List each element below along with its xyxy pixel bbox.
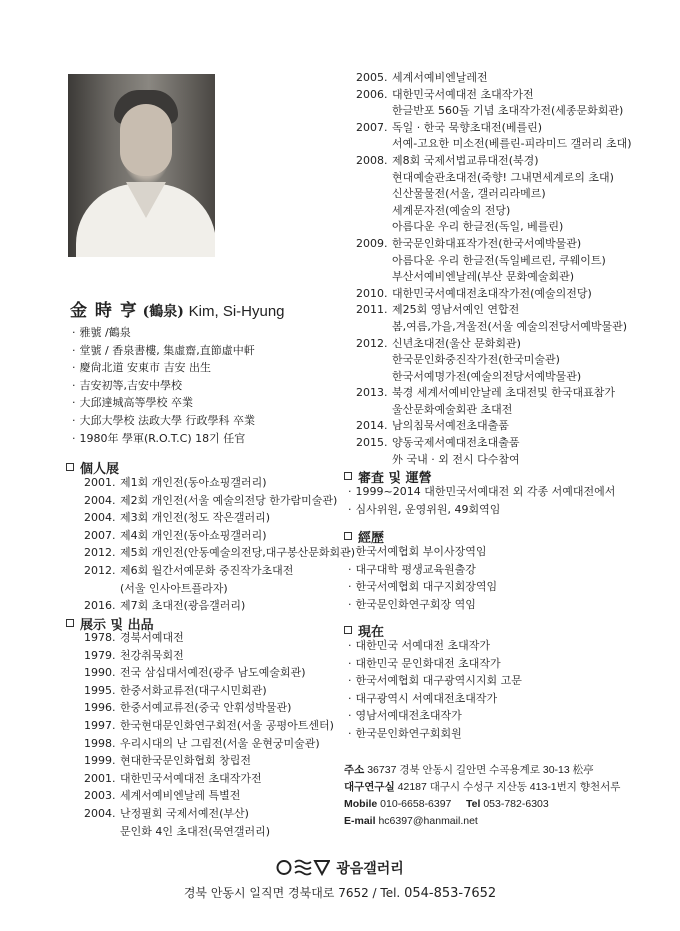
item-text: 세계문자전(예술의 전당) bbox=[392, 203, 511, 217]
list-item: · 영남서예대전초대작가 bbox=[348, 707, 522, 725]
list-item: · 大邱達城高等學校 卒業 bbox=[72, 394, 255, 412]
contact-block bbox=[344, 762, 620, 830]
item-text: 서예-고요한 미소전(베를린-피라미드 갤러리 초대) bbox=[392, 137, 632, 151]
item-text: 제25회 영남서예인 연합전 bbox=[392, 303, 520, 317]
item-text: 대한민국서예대전 초대작가전 bbox=[120, 771, 262, 785]
section-solo-label: 個人展 bbox=[80, 462, 120, 477]
item-year: 2006. bbox=[356, 87, 388, 101]
item-text: 제7회 초대전(광음갤러리) bbox=[120, 599, 246, 613]
item-year bbox=[356, 186, 392, 203]
list-item bbox=[356, 319, 632, 336]
list-item: · 堂號 / 香泉書樓, 集虛齋,直節虛中軒 bbox=[72, 342, 255, 360]
item-year: 2009. bbox=[356, 236, 388, 250]
list-item bbox=[84, 823, 334, 841]
list-item bbox=[84, 805, 334, 823]
name-hanja: 金 時 亨 bbox=[70, 301, 138, 321]
list-item bbox=[356, 269, 632, 286]
item-year: 2007. bbox=[356, 120, 388, 134]
list-item bbox=[84, 509, 355, 527]
item-text: 남의침묵서예전초대출품 bbox=[392, 419, 509, 433]
item-text: 봄,여름,가을,겨울전(서울 예술의전당서예박물관) bbox=[392, 319, 628, 333]
section-career-label: 經歷 bbox=[358, 531, 385, 546]
list-item: · 慶尙北道 安東市 吉安 出生 bbox=[72, 359, 255, 377]
list-item bbox=[84, 770, 334, 788]
item-text: 제2회 개인전(서울 예술의전당 한가람미술관) bbox=[120, 493, 338, 507]
list-item bbox=[356, 87, 632, 104]
address-label: 주소 bbox=[344, 764, 365, 776]
list-item: · 한국문인화연구회회원 bbox=[348, 725, 522, 743]
artist-photo bbox=[68, 74, 215, 257]
list-item: · 심사위원, 운영위원, 49회역임 bbox=[348, 501, 615, 519]
list-item: · 1980年 學軍(R.O.T.C) 18기 任官 bbox=[72, 430, 255, 448]
list-item bbox=[84, 527, 355, 545]
list-item bbox=[356, 452, 632, 469]
list-item bbox=[356, 435, 632, 452]
list-item bbox=[356, 170, 632, 187]
item-year bbox=[356, 402, 392, 419]
item-text: 현대한국문인화협회 창립전 bbox=[120, 754, 252, 768]
item-year bbox=[356, 103, 392, 120]
item-year bbox=[356, 136, 392, 153]
item-text: 전국 삼십대서예전(광주 남도예술회관) bbox=[120, 666, 306, 680]
career-list bbox=[348, 543, 497, 613]
item-text: 울산문화예술회관 초대전 bbox=[392, 402, 513, 416]
item-year bbox=[356, 253, 392, 270]
item-text: 난정필회 국제서예전(부산) bbox=[120, 806, 249, 820]
list-item: · 대한민국 문인화대전 초대작가 bbox=[348, 655, 522, 673]
item-year: 2012. bbox=[84, 563, 116, 577]
list-item bbox=[84, 629, 334, 647]
item-year: 2016. bbox=[84, 599, 116, 613]
list-item bbox=[356, 336, 632, 353]
item-year bbox=[356, 452, 392, 469]
item-text: 신산물물전(서울, 갤러리라메르) bbox=[392, 187, 546, 201]
item-year: 2004. bbox=[84, 493, 116, 507]
item-year: 1999. bbox=[84, 754, 116, 768]
list-item bbox=[356, 136, 632, 153]
list-item: · 大邱大學校 法政大學 行政學科 卒業 bbox=[72, 412, 255, 430]
studio-value: 42187 대구시 수성구 지산동 413-1번지 향천서루 bbox=[397, 781, 621, 793]
item-text: 경북서예대전 bbox=[120, 631, 184, 644]
item-year: 1978. bbox=[84, 631, 116, 644]
list-item bbox=[356, 352, 632, 369]
list-item bbox=[84, 787, 334, 805]
item-text: 아름다운 우리 한글전(독일베르린, 쿠웨이트) bbox=[392, 253, 606, 267]
list-item: · 대구대학 평생교육원출강 bbox=[348, 561, 497, 579]
list-item bbox=[84, 492, 355, 510]
list-item bbox=[356, 103, 632, 120]
list-item bbox=[84, 562, 355, 580]
list-item bbox=[84, 597, 355, 615]
item-text: 현대예술관초대전(죽향! 그내면세계로의 초대) bbox=[392, 170, 614, 184]
gallery-address-text: 경북 안동시 일직면 경북대로 7652 / Tel. bbox=[183, 886, 401, 900]
item-year bbox=[356, 269, 392, 286]
list-item bbox=[356, 253, 632, 270]
artist-name bbox=[70, 296, 285, 321]
item-year: 2013. bbox=[356, 386, 388, 400]
item-year: 1979. bbox=[84, 648, 116, 662]
mobile-value: 010-6658-6397 bbox=[380, 798, 452, 810]
list-item: · 한국서예협회 부이사장역임 bbox=[348, 543, 497, 561]
item-year: 2001. bbox=[84, 476, 116, 489]
studio-label: 대구연구실 bbox=[344, 781, 395, 793]
item-text: 한글반포 560돌 기념 초대작가전(세종문화회관) bbox=[392, 104, 624, 118]
tel-value: 053-782-6303 bbox=[483, 798, 549, 810]
email-value[interactable]: hc6397@hanmail.net bbox=[378, 815, 478, 827]
list-item bbox=[84, 647, 334, 665]
list-item bbox=[356, 302, 632, 319]
item-text: 우리시대의 난 그림전(서울 운현궁미술관) bbox=[120, 736, 320, 750]
item-year: 2004. bbox=[84, 511, 116, 525]
list-item bbox=[356, 153, 632, 170]
item-text: 한국서예명가전(예술의전당서예박물관) bbox=[392, 369, 582, 383]
item-text: 제3회 개인전(청도 작은갤러리) bbox=[120, 511, 271, 525]
item-year: 2012. bbox=[84, 546, 116, 560]
list-item bbox=[84, 474, 355, 492]
item-year: 1990. bbox=[84, 666, 116, 680]
list-item: · 雅號 /鶴泉 bbox=[72, 324, 255, 342]
list-item bbox=[84, 664, 334, 682]
exhibitions-cont-list bbox=[356, 70, 632, 468]
item-year bbox=[356, 369, 392, 386]
list-item: · 吉安初等,吉安中學校 bbox=[72, 377, 255, 395]
mobile-label: Mobile bbox=[344, 798, 378, 810]
item-text: 세계서예비엔날레전 bbox=[392, 71, 488, 84]
item-text: 부산서예비엔날레(부산 문화예술회관) bbox=[392, 270, 575, 284]
name-pen: (鶴泉) bbox=[142, 304, 184, 320]
item-year: 1995. bbox=[84, 683, 116, 697]
list-item bbox=[356, 286, 632, 303]
item-text: 外 국내 · 외 전시 다수참여 bbox=[392, 452, 520, 466]
item-year bbox=[356, 219, 392, 236]
item-text: 제6회 월간서예문화 중진작가초대전 bbox=[120, 563, 294, 577]
list-item bbox=[356, 385, 632, 402]
list-item: · 한국문인화연구회장 역임 bbox=[348, 596, 497, 614]
list-item bbox=[356, 369, 632, 386]
item-year bbox=[84, 580, 120, 598]
list-item bbox=[84, 699, 334, 717]
item-year: 2007. bbox=[84, 528, 116, 542]
gallery-address bbox=[0, 884, 680, 901]
item-year: 2015. bbox=[356, 436, 388, 450]
item-text: 한중서화교류전(대구시민회관) bbox=[120, 683, 267, 697]
item-year bbox=[84, 823, 120, 841]
item-year: 2008. bbox=[356, 153, 388, 167]
item-text: 신년초대전(울산 문화회관) bbox=[392, 336, 521, 350]
profile-details bbox=[72, 324, 255, 447]
item-year: 2011. bbox=[356, 303, 388, 317]
item-year: 2010. bbox=[356, 286, 388, 300]
list-item bbox=[84, 735, 334, 753]
list-item bbox=[84, 682, 334, 700]
item-text: 제4회 개인전(동아쇼핑갤러리) bbox=[120, 528, 267, 542]
item-text: 대한민국서예대전 초대작가전 bbox=[392, 87, 534, 101]
item-year: 2003. bbox=[84, 789, 116, 803]
current-list bbox=[348, 637, 522, 743]
list-item bbox=[356, 219, 632, 236]
item-text: 제8회 국제서법교류대전(북경) bbox=[392, 153, 539, 167]
list-item: · 대구광역시 서예대전초대작가 bbox=[348, 690, 522, 708]
item-year: 1997. bbox=[84, 718, 116, 732]
item-text: 양동국제서예대전초대출품 bbox=[392, 436, 520, 450]
list-item bbox=[84, 752, 334, 770]
item-year: 2005. bbox=[356, 71, 388, 84]
gallery-logo-icon bbox=[276, 859, 330, 876]
item-text: 세계서예비엔날레 특별전 bbox=[120, 789, 241, 803]
list-item bbox=[84, 580, 355, 598]
item-text: 한국문인화대표작가전(한국서예박물관) bbox=[392, 236, 582, 250]
item-year bbox=[356, 170, 392, 187]
item-text: (서울 인사아트플라자) bbox=[120, 581, 228, 595]
gallery-tel: 054-853-7652 bbox=[404, 886, 497, 901]
list-item: · 한국서예협회 대구지회장역임 bbox=[348, 578, 497, 596]
item-text: 대한민국서예대전초대작가전(예술의전당) bbox=[392, 286, 592, 300]
name-english: Kim, Si-Hyung bbox=[188, 303, 285, 320]
list-item bbox=[356, 418, 632, 435]
list-item bbox=[356, 70, 632, 87]
section-judging-label: 審査 및 運營 bbox=[358, 471, 432, 486]
item-year bbox=[356, 319, 392, 336]
list-item bbox=[356, 120, 632, 137]
section-exhibitions-label: 展示 및 出品 bbox=[80, 618, 154, 633]
email-label: E-mail bbox=[344, 815, 376, 827]
item-text: 제5회 개인전(안동예술의전당,대구봉산문화회관) bbox=[120, 546, 356, 560]
item-year bbox=[356, 203, 392, 220]
list-item: · 대한민국 서예대전 초대작가 bbox=[348, 637, 522, 655]
list-item bbox=[84, 544, 355, 562]
list-item bbox=[356, 203, 632, 220]
item-text: 한중서예교류전(중국 안휘성박물관) bbox=[120, 701, 292, 715]
item-text: 한국문인화중진작가전(한국미술관) bbox=[392, 353, 560, 367]
solo-list bbox=[84, 474, 355, 615]
list-item: · 한국서예협회 대구광역시지회 고문 bbox=[348, 672, 522, 690]
gallery-logo bbox=[0, 858, 680, 878]
item-year: 1998. bbox=[84, 736, 116, 750]
gallery-name: 광음갤러리 bbox=[336, 861, 404, 877]
item-year: 2014. bbox=[356, 419, 388, 433]
address-value: 36737 경북 안동시 길안면 수곡용계로 30-13 松亭 bbox=[367, 764, 594, 776]
item-year: 2012. bbox=[356, 336, 388, 350]
tel-label: Tel bbox=[466, 798, 481, 810]
list-item: · 1999~2014 대한민국서예대전 외 각종 서예대전에서 bbox=[348, 483, 615, 501]
item-text: 천강취묵회전 bbox=[120, 648, 184, 662]
exhibitions-list bbox=[84, 629, 334, 840]
item-text: 한국현대문인화연구회전(서울 공평아트센터) bbox=[120, 718, 334, 732]
list-item bbox=[84, 717, 334, 735]
list-item bbox=[356, 186, 632, 203]
item-year: 1996. bbox=[84, 701, 116, 715]
item-year: 2004. bbox=[84, 806, 116, 820]
item-year: 2001. bbox=[84, 771, 116, 785]
item-text: 문인화 4인 초대전(묵연갤러리) bbox=[120, 824, 271, 838]
list-item bbox=[356, 236, 632, 253]
list-item bbox=[356, 402, 632, 419]
item-text: 북경 세계서예비안날레 초대전및 한국대표참가 bbox=[392, 386, 616, 400]
item-text: 제1회 개인전(동아쇼핑갤러리) bbox=[120, 476, 267, 489]
judging-list bbox=[348, 483, 615, 518]
item-year bbox=[356, 352, 392, 369]
section-current-label: 現在 bbox=[358, 625, 385, 640]
item-text: 아름다운 우리 한글전(독일, 베를린) bbox=[392, 220, 564, 234]
item-text: 독일 · 한국 묵향초대전(베를린) bbox=[392, 120, 543, 134]
